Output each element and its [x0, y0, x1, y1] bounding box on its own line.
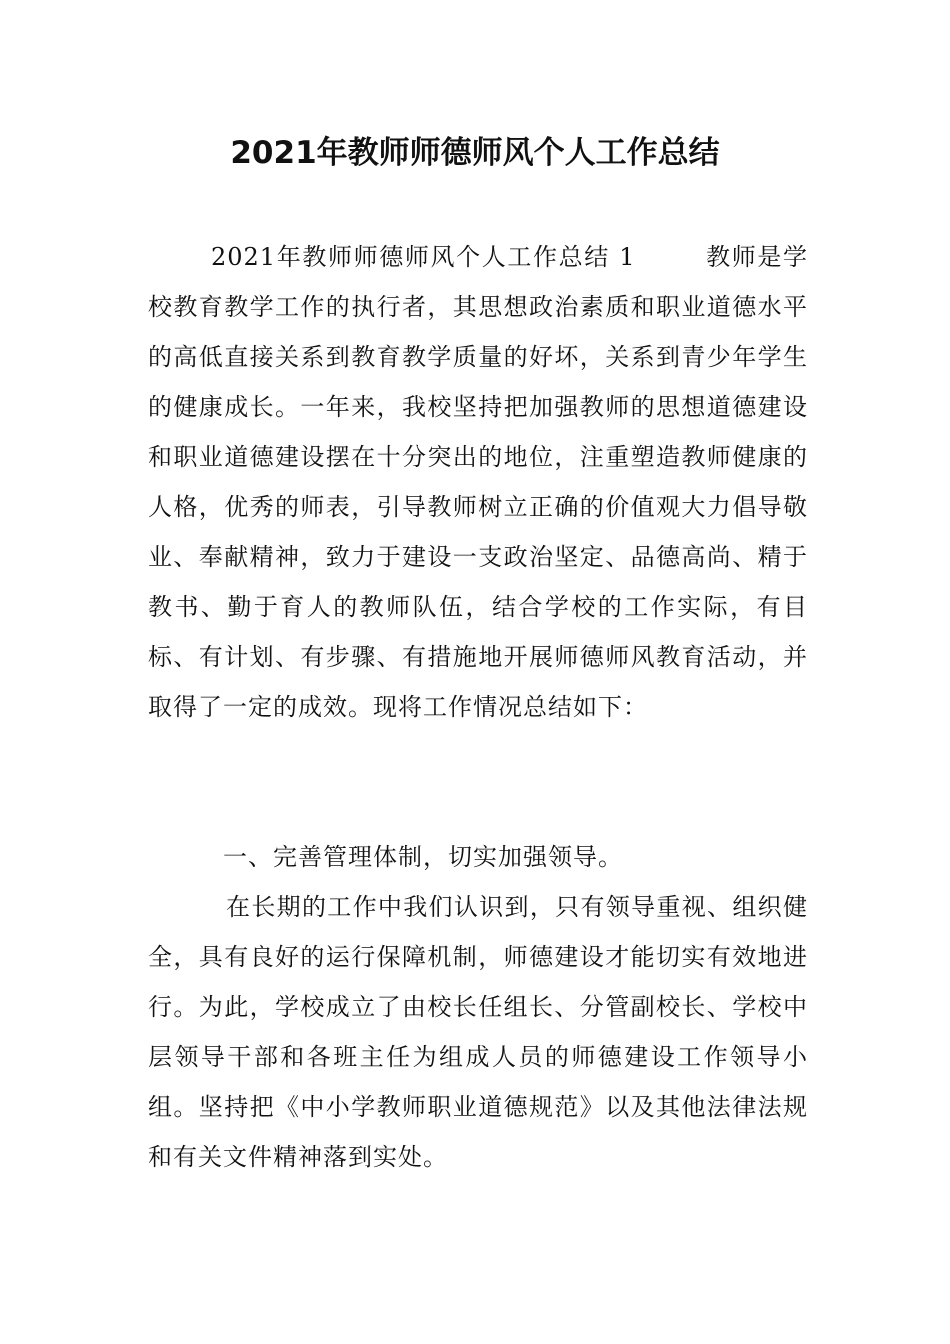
- intro-paragraph: [148, 232, 808, 732]
- intro-label: 2021年教师师德师风个人工作总结 1: [211, 243, 636, 271]
- document-title: 2021年教师师德师风个人工作总结: [230, 135, 720, 171]
- section-heading: 一、完善管理体制，切实加强领导。: [223, 843, 623, 871]
- intro-text: 教师是学校教育教学工作的执行者，其思想政治素质和职业道德水平的高低直接关系到教育教学质量的好坏，关系到青少年学生的健康成长。一年来，我校坚持把加强教师的思想道德建设和职业道德建设摆在十分突出的地位，注重塑造教师健康的人格，优秀的师表，引导教师树立正确的价值观大力倡导敬业、奉献精神，致力于建设一支政治坚定、品德高尚、精于教书、勤于育人的教师队伍，结合学校的工作实际，有目标、有计划、有步骤、有措施地开展师德师风教育活动，并取得了一定的成效。现将工作情况总结如下：: [148, 243, 808, 721]
- section-paragraph: 在长期的工作中我们认识到，只有领导重视、组织健全，具有良好的运行保障机制，师德建设才能切实有效地进行。为此，学校成立了由校长任组长、分管副校长、学校中层领导干部和各班主任为组成人员的师德建设工作领导小组。坚持把《中小学教师职业道德规范》以及其他法律法规和有关文件精神落到实处。: [148, 893, 808, 1171]
